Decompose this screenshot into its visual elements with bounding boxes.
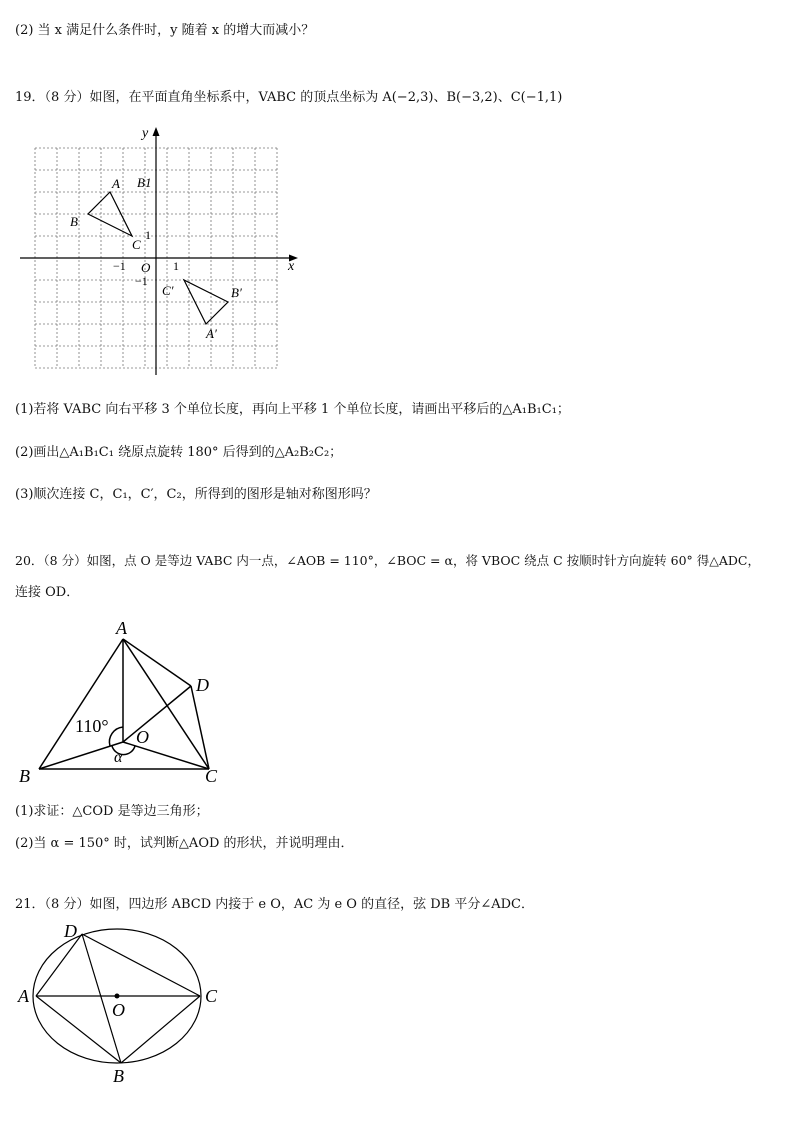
q20-part2: (2)当 α = 150° 时，试判断△AOD 的形状，并说明理由． <box>15 836 354 851</box>
label-d: D <box>196 675 209 695</box>
label-angle-110: 110° <box>75 716 109 736</box>
q19-part2: (2)画出△A₁B₁C₁ 绕原点旋转 180° 后得到的△A₂B₂C₂； <box>15 445 343 460</box>
label-origin: O <box>141 260 151 275</box>
label-y: y <box>142 126 149 141</box>
label-c: C <box>205 986 218 1006</box>
label-c: C <box>132 237 141 252</box>
q19-part1: (1)若将 VABC 向右平移 3 个单位长度，再向上平移 1 个单位长度，请画出平移后的△A₁B₁C₁； <box>15 402 570 417</box>
label-x: x <box>288 259 295 274</box>
center-dot <box>115 994 120 999</box>
label-a-prime: A′ <box>206 326 217 341</box>
q21-stem: 21．（8 分）如图，四边形 ABCD 内接于 e O，AC 为 e O 的直径，弦 DB 平分∠ADC． <box>15 897 534 912</box>
label-one-x: 1 <box>173 259 179 273</box>
triangle-abc <box>88 192 132 236</box>
label-b-prime: B′ <box>231 285 242 300</box>
triangle-a-prime-b-prime-c-prime <box>184 280 228 324</box>
label-a: A <box>112 176 120 191</box>
label-alpha: α <box>114 749 123 766</box>
label-a: A <box>116 618 127 638</box>
q20-stem-line2: 连接 OD． <box>15 585 80 600</box>
q20-triangle-figure <box>15 615 255 785</box>
label-b: B <box>70 214 78 229</box>
label-o: O <box>136 727 149 747</box>
q19-part3: (3)顺次连接 C，C₁，C′，C₂，所得到的图形是轴对称图形吗？ <box>15 487 377 502</box>
label-c-prime: C′ <box>162 283 174 298</box>
label-b: B <box>113 1066 124 1086</box>
label-o: O <box>112 1000 125 1020</box>
q20-stem-line1: 20．（8 分）如图，点 O 是等边 VABC 内一点，∠AOB = 110°，∠BOC = α，将 VBOC 绕点 C 按顺时针方向旋转 60° 得△ADC， <box>15 553 760 568</box>
q18-part2: (2) 当 x 满足什么条件时，y 随着 x 的增大而减小？ <box>15 23 315 38</box>
label-a: A <box>18 986 29 1006</box>
label-b: B <box>19 766 30 786</box>
q21-circle-figure <box>15 918 255 1088</box>
label-neg-one-x: −1 <box>113 259 126 273</box>
label-b1: B1 <box>137 175 152 190</box>
y-axis-arrow <box>153 127 160 136</box>
label-d: D <box>64 921 77 941</box>
q19-stem: 19．（8 分）如图，在平面直角坐标系中，VABC 的顶点坐标为 A(−2,3)、B(−3,2)、C(−1,1) <box>15 90 563 105</box>
label-neg-one-y: −1 <box>135 274 148 288</box>
label-one-y: 1 <box>145 228 151 242</box>
q19-coordinate-figure <box>15 125 315 385</box>
label-c: C <box>205 766 218 786</box>
q20-part1: (1)求证：△COD 是等边三角形； <box>15 804 209 819</box>
